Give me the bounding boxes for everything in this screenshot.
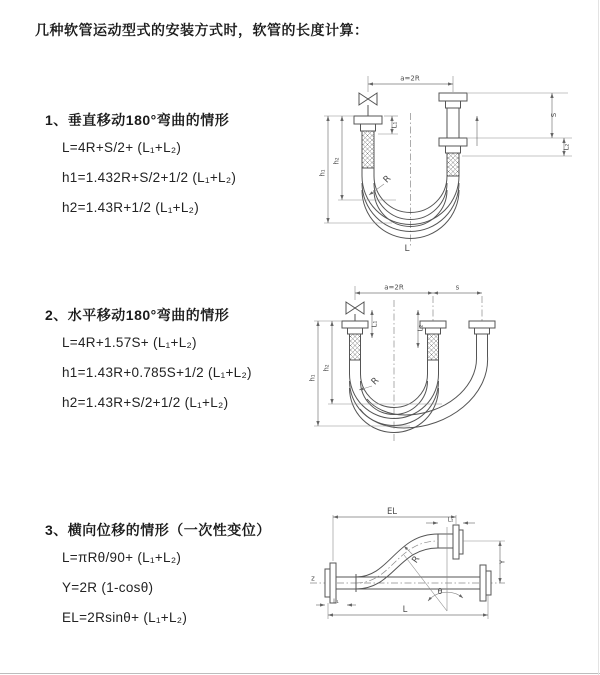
dim-a-2r	[368, 75, 453, 93]
left-fitting	[354, 116, 382, 176]
section1-heading: 1、垂直移动180°弯曲的情形	[45, 112, 230, 128]
right-fitting-moved	[469, 321, 495, 356]
dim-l1	[371, 310, 379, 338]
label-l1: L₁	[390, 121, 399, 129]
label-l-total: L	[404, 244, 410, 254]
dim-l	[328, 595, 488, 619]
section1-formula-L: L=4R+S/2+ (L₁+L₂)	[62, 140, 182, 155]
section1-formula-h1: h1=1.432R+S/2+1/2 (L₁+L₂)	[62, 170, 237, 185]
dim-s	[433, 284, 482, 294]
label-h1: h₁	[318, 169, 327, 177]
valve-icon	[346, 286, 364, 321]
label-h2: h₂	[322, 364, 331, 372]
dim-l1	[316, 598, 356, 605]
scan-edge-bottom	[0, 673, 600, 674]
label-h2: h₂	[332, 157, 341, 165]
displaced-flange	[438, 525, 463, 559]
section2-formula-h1: h1=1.43R+0.785S+1/2 (L₁+L₂)	[62, 365, 252, 380]
s-curve-hose	[356, 534, 438, 589]
label-s: S	[550, 112, 558, 118]
label-theta: θ	[437, 587, 443, 596]
dim-l2	[426, 517, 475, 524]
label-r: R	[410, 554, 423, 566]
section3-formula-L: L=πRθ/90+ (L₁+L₂)	[62, 550, 182, 565]
dim-h1	[319, 116, 393, 223]
centerline	[310, 575, 505, 584]
radius-leader	[404, 546, 422, 565]
diagram-lateral-displacement	[300, 503, 600, 643]
label-l2: L₂	[562, 143, 571, 151]
label-a2r: a=2R	[384, 283, 404, 292]
page-title: 几种软管运动型式的安装方式时，软管的长度计算：	[35, 22, 369, 38]
label-r: R	[381, 173, 394, 186]
label-l1: L₁	[333, 598, 339, 605]
section2-formula-h2: h2=1.43R+S/2+1/2 (L₁+L₂)	[62, 395, 229, 410]
diagram-vertical-180-bend	[300, 68, 586, 260]
label-y: Y	[498, 559, 507, 565]
valve-icon	[359, 93, 377, 116]
dim-h2	[323, 321, 443, 404]
label-el: EL	[386, 507, 398, 517]
section3-heading: 3、横向位移的情形（一次性变位）	[45, 522, 271, 538]
scan-edge-right	[598, 0, 599, 675]
label-s: s	[455, 283, 460, 292]
label-r: R	[369, 375, 382, 388]
dim-l2	[462, 138, 572, 156]
diagram-horizontal-180-bend	[310, 278, 595, 456]
radius-leader	[369, 174, 393, 195]
label-l1: L₁	[370, 320, 379, 328]
label-l: L	[402, 605, 408, 615]
right-fitting-moved	[439, 93, 467, 138]
label-h1: h₁	[308, 374, 317, 382]
label-l2: L₂	[447, 516, 454, 524]
right-fitting-original	[439, 138, 467, 176]
section2-heading: 2、水平移动180°弯曲的情形	[45, 307, 230, 323]
radius-leader	[359, 376, 381, 390]
label-a2r: a=2R	[400, 74, 420, 83]
hose-u-moved	[360, 356, 488, 428]
section1-formula-h2: h2=1.43R+1/2 (L₁+L₂)	[62, 200, 200, 215]
section3-formula-Y: Y=2R (1-cosθ)	[62, 580, 154, 595]
centerline-mark: z	[311, 574, 315, 583]
section3-formula-EL: EL=2Rsinθ+ (L₁+L₂)	[62, 610, 188, 625]
dim-l2	[417, 310, 425, 348]
dim-a-2r	[355, 284, 433, 294]
section2-formula-L: L=4R+1.57S+ (L₁+L₂)	[62, 335, 197, 350]
left-fitting	[342, 321, 368, 374]
dim-s	[468, 93, 572, 138]
label-l2: L₂	[416, 324, 425, 332]
